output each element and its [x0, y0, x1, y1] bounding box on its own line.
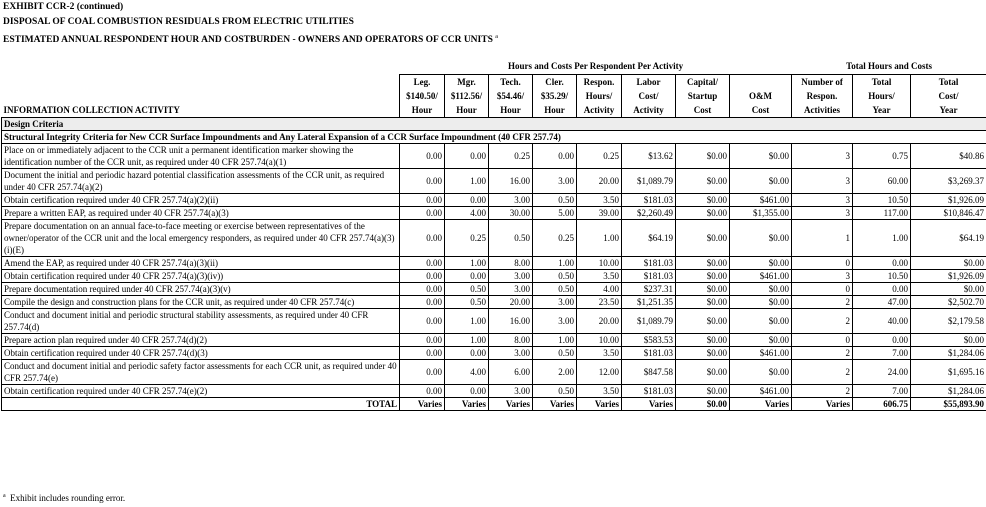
mgr-cell: 0.00	[445, 144, 489, 169]
leg-cell: 0.00	[400, 194, 445, 207]
tech-cell: 0.25	[489, 144, 533, 169]
table-row	[2, 347, 986, 360]
activity-cell: Prepare documentation on an annual face-to-face meeting or exercise between representatives of the owner/operator of the CCR unit and the local emergency responders, as required under 40 CFR 257.74(a)(3)(i)(E)	[2, 220, 400, 257]
hours-cell: 12.00	[577, 360, 622, 385]
total-cost-cell: $1,695.16	[911, 360, 986, 385]
mgr-cell: 0.25	[445, 220, 489, 257]
tech-cell: 3.00	[489, 194, 533, 207]
mgr-cell: 0.00	[445, 385, 489, 398]
labor-cell: $2,260.49	[622, 207, 676, 220]
hours-cell: 3.50	[577, 385, 622, 398]
table-row	[2, 257, 986, 270]
capital-header-3: Cost	[676, 103, 730, 118]
respon-header-1: Respon.	[577, 75, 622, 90]
om-cell: $1,355.00	[730, 207, 792, 220]
hours-cell: 20.00	[577, 309, 622, 334]
leg-cell: 0.00	[400, 257, 445, 270]
cler-cell: 0.00	[533, 144, 577, 169]
section-title: Design Criteria	[2, 118, 986, 131]
total-cler-cell: Varies	[533, 398, 577, 411]
om-cell: $0.00	[730, 334, 792, 347]
leg-cell: 0.00	[400, 283, 445, 296]
total-labor-cell: Varies	[622, 398, 676, 411]
capital-header-1: Capital/	[676, 75, 730, 90]
hours-cell: 4.00	[577, 283, 622, 296]
table-row	[2, 144, 986, 169]
hours-cell: 3.50	[577, 194, 622, 207]
number-header-1: Number of	[792, 75, 853, 90]
tech-cell: 6.00	[489, 360, 533, 385]
labor-cell: $1,089.79	[622, 309, 676, 334]
tech-cell: 3.00	[489, 347, 533, 360]
leg-cell: 0.00	[400, 207, 445, 220]
respon-header-2: Hours/	[577, 89, 622, 103]
mgr-cell: 4.00	[445, 360, 489, 385]
activity-cell: Amend the EAP, as required under 40 CFR 257.74(a)(3)(ii)	[2, 257, 400, 270]
labor-cell: $181.03	[622, 385, 676, 398]
capital-cell: $0.00	[676, 270, 730, 283]
tech-cell: 8.00	[489, 334, 533, 347]
activity-header: INFORMATION COLLECTION ACTIVITY	[3, 105, 180, 115]
header-row-3	[2, 103, 986, 118]
total-hours-cell: 7.00	[853, 385, 911, 398]
total-hours-cell: 1.00	[853, 220, 911, 257]
table-row	[2, 334, 986, 347]
leg-cell: 0.00	[400, 144, 445, 169]
exhibit-title-line-3	[0, 30, 498, 48]
tech-cell: 3.00	[489, 270, 533, 283]
tech-cell: 3.00	[489, 283, 533, 296]
om-cell: $0.00	[730, 257, 792, 270]
labor-cell: $181.03	[622, 257, 676, 270]
table-body	[2, 118, 986, 411]
activity-cell: Conduct and document initial and periodic safety factor assessments for each CCR unit, as required under 40 CFR 257.74(e)	[2, 360, 400, 385]
om-cell: $0.00	[730, 309, 792, 334]
leg-header-3: Hour	[400, 103, 445, 118]
exhibit-title	[0, 0, 498, 48]
num-cell: 2	[792, 347, 853, 360]
om-cell: $461.00	[730, 194, 792, 207]
total-hours-cell: 10.50	[853, 270, 911, 283]
total-total-cost-cell: $55,893.90	[911, 398, 986, 411]
total-row	[2, 398, 986, 411]
labor-header-1: Labor	[622, 75, 676, 90]
total-cost-cell: $40.86	[911, 144, 986, 169]
total-hours-cell: 60.00	[853, 169, 911, 194]
capital-cell: $0.00	[676, 347, 730, 360]
labor-cell: $1,251.35	[622, 296, 676, 309]
total-label: TOTAL	[2, 398, 400, 411]
cler-header-3: Hour	[533, 103, 577, 118]
om-cell: $461.00	[730, 385, 792, 398]
hours-cell: 10.00	[577, 334, 622, 347]
total-cost-cell: $64.19	[911, 220, 986, 257]
mgr-cell: 1.00	[445, 334, 489, 347]
cler-cell: 3.00	[533, 309, 577, 334]
leg-cell: 0.00	[400, 347, 445, 360]
header-group-row	[2, 57, 986, 75]
num-cell: 3	[792, 169, 853, 194]
leg-cell: 0.00	[400, 220, 445, 257]
number-header-2: Respon.	[792, 89, 853, 103]
total-hours-cell: 24.00	[853, 360, 911, 385]
total-num-cell: Varies	[792, 398, 853, 411]
cler-cell: 0.50	[533, 347, 577, 360]
num-cell: 0	[792, 334, 853, 347]
tech-cell: 0.50	[489, 220, 533, 257]
activity-cell: Prepare documentation required under 40 CFR 257.74(a)(3)(v)	[2, 283, 400, 296]
cler-cell: 0.50	[533, 270, 577, 283]
total-cost-header-3: Year	[911, 103, 986, 118]
om-cell: $0.00	[730, 220, 792, 257]
number-header-3: Activities	[792, 103, 853, 118]
tech-cell: 3.00	[489, 385, 533, 398]
hours-cell: 1.00	[577, 220, 622, 257]
om-cell: $0.00	[730, 283, 792, 296]
mgr-header-1: Mgr.	[445, 75, 489, 90]
tech-cell: 16.00	[489, 309, 533, 334]
num-cell: 0	[792, 257, 853, 270]
total-cost-cell: $1,284.06	[911, 347, 986, 360]
activity-cell: Obtain certification required under 40 CFR 257.74(d)(3)	[2, 347, 400, 360]
mgr-cell: 0.50	[445, 283, 489, 296]
leg-cell: 0.00	[400, 360, 445, 385]
num-cell: 2	[792, 309, 853, 334]
total-tech-cell: Varies	[489, 398, 533, 411]
total-hours-header-1: Total	[853, 75, 911, 90]
total-cost-cell: $1,926.09	[911, 270, 986, 283]
num-cell: 3	[792, 270, 853, 283]
table-row	[2, 309, 986, 334]
num-cell: 2	[792, 360, 853, 385]
total-hours-cell: 7.00	[853, 347, 911, 360]
labor-cell: $64.19	[622, 220, 676, 257]
table-row	[2, 360, 986, 385]
activity-cell: Document the initial and periodic hazard potential classification assessments of the CCR unit, as required under 40 CFR 257.74(a)(2)	[2, 169, 400, 194]
leg-cell: 0.00	[400, 270, 445, 283]
num-cell: 3	[792, 207, 853, 220]
exhibit-title-line-2: DISPOSAL OF COAL COMBUSTION RESIDUALS FROM ELECTRIC UTILITIES	[3, 17, 354, 27]
labor-cell: $181.03	[622, 270, 676, 283]
section-row	[2, 118, 986, 131]
burden-table	[1, 57, 986, 411]
leg-cell: 0.00	[400, 296, 445, 309]
capital-cell: $0.00	[676, 334, 730, 347]
total-cost-cell: $2,502.70	[911, 296, 986, 309]
table-row	[2, 270, 986, 283]
total-cost-cell: $1,926.09	[911, 194, 986, 207]
footnote-marker: a	[3, 493, 6, 499]
activity-cell: Conduct and document initial and periodic structural stability assessments, as required under 40 CFR 257.74(d)	[2, 309, 400, 334]
total-cost-cell: $0.00	[911, 283, 986, 296]
labor-header-2: Cost/	[622, 89, 676, 103]
exhibit-title-line-3-text: ESTIMATED ANNUAL RESPONDENT HOUR AND COSTBURDEN - OWNERS AND OPERATORS OF CCR UNITS	[3, 35, 493, 46]
leg-header-1: Leg.	[400, 75, 445, 90]
labor-cell: $237.31	[622, 283, 676, 296]
om-cell: $461.00	[730, 270, 792, 283]
mgr-cell: 1.00	[445, 169, 489, 194]
tech-cell: 30.00	[489, 207, 533, 220]
total-capital-cell: $0.00	[676, 398, 730, 411]
labor-cell: $181.03	[622, 194, 676, 207]
om-header-1	[730, 75, 792, 90]
hours-cell: 23.50	[577, 296, 622, 309]
total-hours-cell: 40.00	[853, 309, 911, 334]
table-row	[2, 207, 986, 220]
capital-cell: $0.00	[676, 194, 730, 207]
hours-cell: 20.00	[577, 169, 622, 194]
leg-header-2: $140.50/	[400, 89, 445, 103]
table-row	[2, 296, 986, 309]
total-cost-cell: $1,284.06	[911, 385, 986, 398]
om-cell: $0.00	[730, 169, 792, 194]
subsection-row	[2, 131, 986, 144]
cler-header-1: Cler.	[533, 75, 577, 90]
labor-cell: $181.03	[622, 347, 676, 360]
activity-cell: Compile the design and construction plans for the CCR unit, as required under 40 CFR 257.74(c)	[2, 296, 400, 309]
capital-cell: $0.00	[676, 257, 730, 270]
om-cell: $461.00	[730, 347, 792, 360]
mgr-cell: 1.00	[445, 257, 489, 270]
total-hours-cell: 0.00	[853, 334, 911, 347]
total-cost-cell: $10,846.47	[911, 207, 986, 220]
mgr-header-2: $112.56/	[445, 89, 489, 103]
om-cell: $0.00	[730, 144, 792, 169]
total-cost-header-1: Total	[911, 75, 986, 90]
hours-cell: 0.25	[577, 144, 622, 169]
cler-cell: 3.00	[533, 296, 577, 309]
hours-cell: 3.50	[577, 347, 622, 360]
mgr-header-3: Hour	[445, 103, 489, 118]
num-cell: 0	[792, 283, 853, 296]
cler-cell: 0.25	[533, 220, 577, 257]
num-cell: 1	[792, 220, 853, 257]
total-om-cell: Varies	[730, 398, 792, 411]
table-row	[2, 194, 986, 207]
capital-cell: $0.00	[676, 360, 730, 385]
mgr-cell: 0.00	[445, 194, 489, 207]
tech-header-1: Tech.	[489, 75, 533, 90]
num-cell: 2	[792, 296, 853, 309]
total-hours-cell: 47.00	[853, 296, 911, 309]
footnote	[3, 493, 125, 503]
activity-cell: Prepare action plan required under 40 CFR 257.74(d)(2)	[2, 334, 400, 347]
exhibit-title-line-1: EXHIBIT CCR-2 (continued)	[3, 2, 124, 12]
total-cost-header-2: Cost/	[911, 89, 986, 103]
total-hours-cell: Varies	[577, 398, 622, 411]
header-row-1	[2, 75, 986, 90]
cler-cell: 1.00	[533, 257, 577, 270]
activity-cell: Place on or immediately adjacent to the CCR unit a permanent identification marker showing the identification number of the CCR unit, as required under 40 CFR 257.74(a)(1)	[2, 144, 400, 169]
subsection-title: Structural Integrity Criteria for New CCR Surface Impoundments and Any Lateral Expansion of a CCR Surface Impoundment (40 CFR 257.74)	[2, 131, 986, 144]
activity-cell: Obtain certification required under 40 CFR 257.74(a)(2)(ii)	[2, 194, 400, 207]
table-row	[2, 385, 986, 398]
labor-cell: $1,089.79	[622, 169, 676, 194]
capital-cell: $0.00	[676, 207, 730, 220]
leg-cell: 0.00	[400, 309, 445, 334]
labor-cell: $13.62	[622, 144, 676, 169]
cler-cell: 0.50	[533, 385, 577, 398]
mgr-cell: 0.00	[445, 270, 489, 283]
mgr-cell: 0.50	[445, 296, 489, 309]
mgr-cell: 4.00	[445, 207, 489, 220]
total-group-header: Total Hours and Costs	[846, 60, 933, 71]
tech-header-2: $54.46/	[489, 89, 533, 103]
activity-cell: Obtain certification required under 40 CFR 257.74(e)(2)	[2, 385, 400, 398]
hours-cell: 10.00	[577, 257, 622, 270]
hours-cell: 3.50	[577, 270, 622, 283]
num-cell: 3	[792, 144, 853, 169]
total-hours-header-3: Year	[853, 103, 911, 118]
footnote-text: Exhibit includes rounding error.	[10, 493, 126, 503]
cler-header-2: $35.29/	[533, 89, 577, 103]
total-hours-cell: 0.00	[853, 257, 911, 270]
total-cost-cell: $0.00	[911, 334, 986, 347]
tech-cell: 8.00	[489, 257, 533, 270]
tech-cell: 16.00	[489, 169, 533, 194]
total-hours-cell: 0.75	[853, 144, 911, 169]
leg-cell: 0.00	[400, 334, 445, 347]
labor-cell: $583.53	[622, 334, 676, 347]
tech-cell: 20.00	[489, 296, 533, 309]
cler-cell: 1.00	[533, 334, 577, 347]
respon-header-3: Activity	[577, 103, 622, 118]
total-mgr-cell: Varies	[445, 398, 489, 411]
activity-cell: Obtain certification required under 40 CFR 257.74(a)(3)(iv))	[2, 270, 400, 283]
cler-cell: 3.00	[533, 169, 577, 194]
total-total-hours-cell: 606.75	[853, 398, 911, 411]
labor-cell: $847.58	[622, 360, 676, 385]
cler-cell: 0.50	[533, 194, 577, 207]
total-cost-cell: $3,269.37	[911, 169, 986, 194]
total-cost-cell: $0.00	[911, 257, 986, 270]
om-cell: $0.00	[730, 296, 792, 309]
capital-cell: $0.00	[676, 296, 730, 309]
leg-cell: 0.00	[400, 169, 445, 194]
table-row	[2, 283, 986, 296]
capital-cell: $0.00	[676, 220, 730, 257]
capital-cell: $0.00	[676, 283, 730, 296]
mgr-cell: 1.00	[445, 309, 489, 334]
footnote-marker-title: a	[495, 34, 498, 40]
total-hours-header-2: Hours/	[853, 89, 911, 103]
om-header-2: O&M	[730, 89, 792, 103]
capital-cell: $0.00	[676, 309, 730, 334]
total-hours-cell: 117.00	[853, 207, 911, 220]
cler-cell: 2.00	[533, 360, 577, 385]
hours-cell: 39.00	[577, 207, 622, 220]
num-cell: 3	[792, 194, 853, 207]
cler-cell: 5.00	[533, 207, 577, 220]
table-row	[2, 220, 986, 257]
capital-cell: $0.00	[676, 385, 730, 398]
total-hours-cell: 10.50	[853, 194, 911, 207]
header-row-2	[2, 89, 986, 103]
total-cost-cell: $2,179.58	[911, 309, 986, 334]
activity-cell: Prepare a written EAP, as required under 40 CFR 257.74(a)(3)	[2, 207, 400, 220]
table-row	[2, 169, 986, 194]
om-cell: $0.00	[730, 360, 792, 385]
capital-cell: $0.00	[676, 169, 730, 194]
tech-header-3: Hour	[489, 103, 533, 118]
mgr-cell: 0.00	[445, 347, 489, 360]
capital-cell: $0.00	[676, 144, 730, 169]
num-cell: 2	[792, 385, 853, 398]
om-header-3: Cost	[730, 103, 792, 118]
total-leg-cell: Varies	[400, 398, 445, 411]
per-respondent-group-header: Hours and Costs Per Respondent Per Activity	[507, 60, 684, 71]
cler-cell: 0.50	[533, 283, 577, 296]
capital-header-2: Startup	[676, 89, 730, 103]
total-hours-cell: 0.00	[853, 283, 911, 296]
labor-header-3: Activity	[622, 103, 676, 118]
leg-cell: 0.00	[400, 385, 445, 398]
